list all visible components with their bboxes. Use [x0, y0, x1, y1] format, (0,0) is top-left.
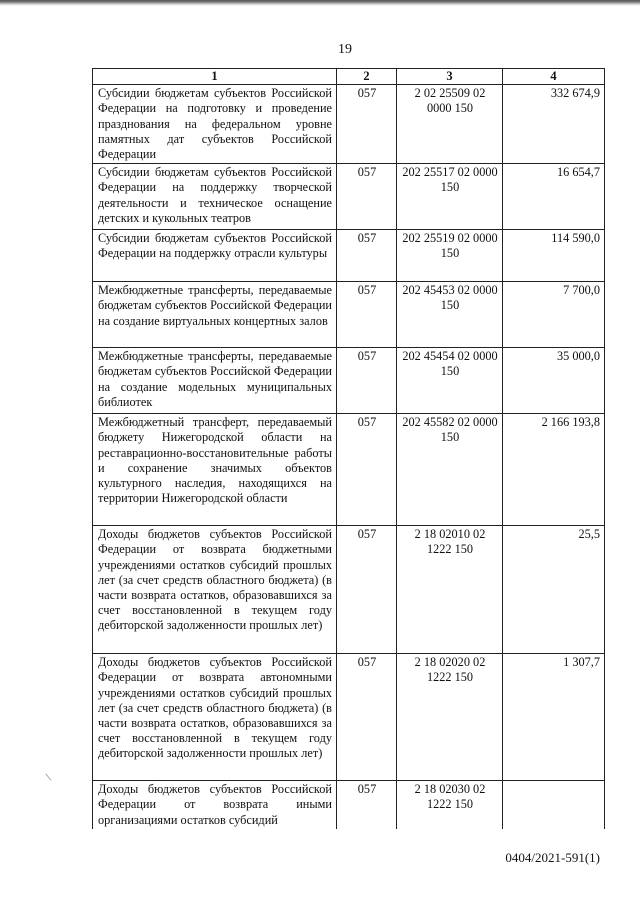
- column-header-1: 1: [93, 69, 337, 85]
- revenue-table: [92, 68, 605, 829]
- table-row: [93, 654, 605, 781]
- amount: 332 674,9: [503, 85, 605, 164]
- budget-classification-code: 2 18 02030 02 1222 150: [397, 781, 503, 829]
- table-row: [93, 526, 605, 654]
- amount: 25,5: [503, 526, 605, 654]
- page-number: 19: [338, 42, 352, 57]
- amount: 35 000,0: [503, 348, 605, 414]
- admin-code: 057: [337, 230, 397, 282]
- admin-code: 057: [337, 348, 397, 414]
- admin-code: 057: [337, 282, 397, 348]
- revenue-name: Субсидии бюджетам субъектов Российской Федерации на подготовку и проведение празднования на федеральном уровне памятных дат субъектов Российской Федерации: [93, 85, 337, 164]
- admin-code: 057: [337, 526, 397, 654]
- column-header-4: 4: [503, 69, 605, 85]
- budget-classification-code: 202 45453 02 0000 150: [397, 282, 503, 348]
- scan-top-edge: [0, 0, 640, 6]
- budget-classification-code: 202 25517 02 0000 150: [397, 164, 503, 230]
- budget-classification-code: 202 45582 02 0000 150: [397, 414, 503, 526]
- amount: 16 654,7: [503, 164, 605, 230]
- amount: 2 166 193,8: [503, 414, 605, 526]
- admin-code: 057: [337, 85, 397, 164]
- amount: 7 700,0: [503, 282, 605, 348]
- revenue-name: Доходы бюджетов субъектов Российской Федерации от возврата автономными учреждениями остатков субсидий прошлых лет (за счет средств областного бюджета) (в части возврата остатков, образовавшихся за счет восстановленной в текущем году дебиторской задолженности прошлых лет): [93, 654, 337, 781]
- budget-classification-code: 2 02 25509 02 0000 150: [397, 85, 503, 164]
- table-row: [93, 164, 605, 230]
- scan-artifact-mark: \: [44, 769, 53, 785]
- column-header-3: 3: [397, 69, 503, 85]
- admin-code: 057: [337, 164, 397, 230]
- revenue-name: Межбюджетный трансферт, передаваемый бюджету Нижегородской области на реставрационно-восстановительные работы и сохранение значимых объектов культурного наследия, находящихся на территории Нижегородской области: [93, 414, 337, 526]
- revenue-name: Субсидии бюджетам субъектов Российской Федерации на поддержку творческой деятельности и техническое оснащение детских и кукольных театров: [93, 164, 337, 230]
- table-header-row: [93, 69, 605, 85]
- document-footer-code: 0404/2021-591(1): [505, 850, 600, 865]
- amount: [503, 781, 605, 829]
- table-row: [93, 348, 605, 414]
- column-header-2: 2: [337, 69, 397, 85]
- table-row: [93, 282, 605, 348]
- budget-classification-code: 2 18 02020 02 1222 150: [397, 654, 503, 781]
- revenue-name: Межбюджетные трансферты, передаваемые бюджетам субъектов Российской Федерации на создание виртуальных концертных залов: [93, 282, 337, 348]
- revenue-name: Межбюджетные трансферты, передаваемые бюджетам субъектов Российской Федерации на создание модельных муниципальных библиотек: [93, 348, 337, 414]
- budget-classification-code: 202 25519 02 0000 150: [397, 230, 503, 282]
- table-row: [93, 85, 605, 164]
- budget-classification-code: 202 45454 02 0000 150: [397, 348, 503, 414]
- revenue-name: Доходы бюджетов субъектов Российской Федерации от возврата иными организациями остатков субсидий: [93, 781, 337, 829]
- revenue-name: Субсидии бюджетам субъектов Российской Федерации на поддержку отрасли культуры: [93, 230, 337, 282]
- table-row: [93, 230, 605, 282]
- revenue-name: Доходы бюджетов субъектов Российской Федерации от возврата бюджетными учреждениями остатков субсидий прошлых лет (за счет средств областного бюджета) (в части возврата остатков, образовавшихся за счет восстановленной в текущем году дебиторской задолженности прошлых лет): [93, 526, 337, 654]
- admin-code: 057: [337, 414, 397, 526]
- table-row: [93, 414, 605, 526]
- table-row: [93, 781, 605, 829]
- amount: 1 307,7: [503, 654, 605, 781]
- amount: 114 590,0: [503, 230, 605, 282]
- budget-classification-code: 2 18 02010 02 1222 150: [397, 526, 503, 654]
- admin-code: 057: [337, 781, 397, 829]
- admin-code: 057: [337, 654, 397, 781]
